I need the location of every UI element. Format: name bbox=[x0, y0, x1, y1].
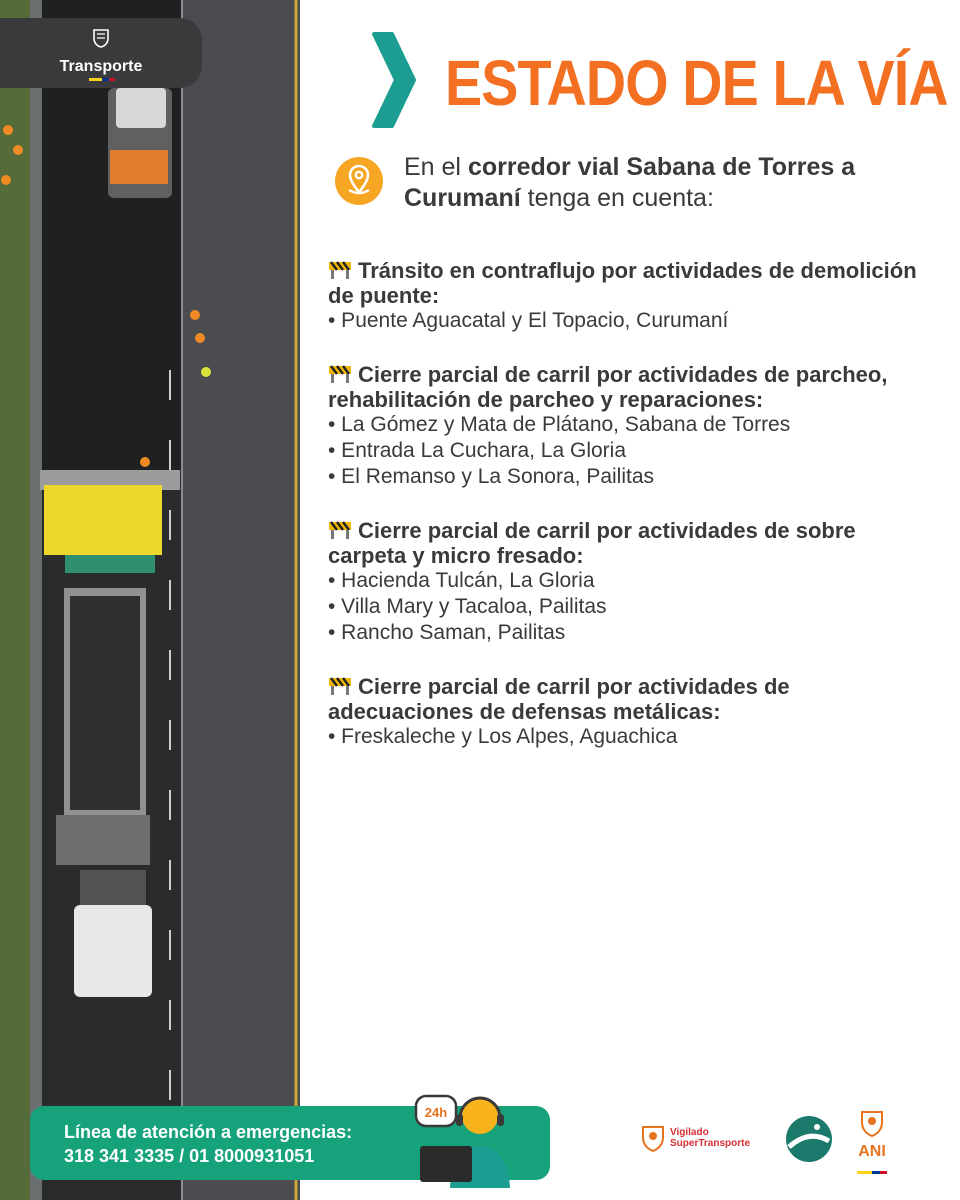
ani-crest-icon bbox=[858, 1108, 886, 1138]
construction-barrier-icon bbox=[328, 520, 352, 540]
transporte-badge bbox=[0, 18, 202, 88]
colombia-crest-icon bbox=[90, 26, 112, 48]
list-item: • Entrada La Cuchara, La Gloria bbox=[328, 439, 627, 462]
construction-barrier-icon bbox=[328, 364, 352, 384]
emergency-label: Línea de atención a emergencias: bbox=[64, 1122, 353, 1142]
intro-corridor: corredor vial Sabana de Torres a Curumaní bbox=[404, 153, 856, 212]
list-item: • Villa Mary y Tacaloa, Pailitas bbox=[328, 595, 607, 618]
ani-logo bbox=[852, 1108, 892, 1179]
call-center-agent-icon bbox=[410, 1088, 540, 1188]
vigilado-line2: SuperTransporte bbox=[670, 1138, 751, 1149]
status-section bbox=[328, 518, 928, 646]
page-title: ESTADO DE LA VÍA bbox=[445, 47, 948, 119]
road-status-list bbox=[328, 258, 928, 778]
autovia-rio-grande-logo bbox=[783, 1113, 835, 1165]
vigilado-supertransporte-logo bbox=[640, 1123, 751, 1156]
ani-label: ANI bbox=[858, 1143, 886, 1160]
status-section bbox=[328, 674, 928, 750]
list-item: • Freskaleche y Los Alpes, Aguachica bbox=[328, 725, 678, 748]
list-item: • Hacienda Tulcán, La Gloria bbox=[328, 569, 595, 592]
status-section bbox=[328, 362, 928, 490]
construction-barrier-icon bbox=[328, 260, 352, 280]
road-paving-photo bbox=[0, 0, 300, 1200]
section-title: Cierre parcial de carril por actividades de parcheo, rehabilitación de parcheo y reparaciones: bbox=[328, 362, 888, 412]
list-item: • Puente Aguacatal y El Topacio, Curumaní bbox=[328, 309, 729, 332]
list-item: • El Remanso y La Sonora, Pailitas bbox=[328, 465, 655, 488]
section-title: Cierre parcial de carril por actividades de adecuaciones de defensas metálicas: bbox=[328, 674, 790, 724]
24h-badge: 24h bbox=[424, 1105, 448, 1120]
section-title: Tránsito en contraflujo por actividades de demolición de puente: bbox=[328, 258, 917, 308]
header bbox=[370, 30, 948, 130]
construction-barrier-icon bbox=[328, 676, 352, 696]
location-pin-icon bbox=[334, 156, 384, 206]
brand-name: Transporte bbox=[59, 58, 143, 75]
crest-icon bbox=[640, 1123, 666, 1153]
chevron-right-icon bbox=[370, 30, 420, 130]
intro-suffix: tenga en cuenta: bbox=[520, 184, 714, 212]
status-section bbox=[328, 258, 928, 334]
vigilado-line1: Vigilado bbox=[670, 1127, 709, 1138]
list-item: • La Gómez y Mata de Plátano, Sabana de Torres bbox=[328, 413, 791, 436]
road-photo-illustration bbox=[0, 0, 300, 1200]
emergency-phones[interactable]: 318 341 3335 / 01 8000931051 bbox=[64, 1146, 315, 1166]
flag-stripe-icon bbox=[89, 78, 115, 81]
ani-flag-stripe-icon bbox=[857, 1171, 887, 1174]
section-title: Cierre parcial de carril por actividades de sobre carpeta y micro fresado: bbox=[328, 518, 856, 568]
intro-text bbox=[404, 152, 944, 214]
intro-prefix: En el bbox=[404, 153, 468, 181]
list-item: • Rancho Saman, Pailitas bbox=[328, 621, 566, 644]
